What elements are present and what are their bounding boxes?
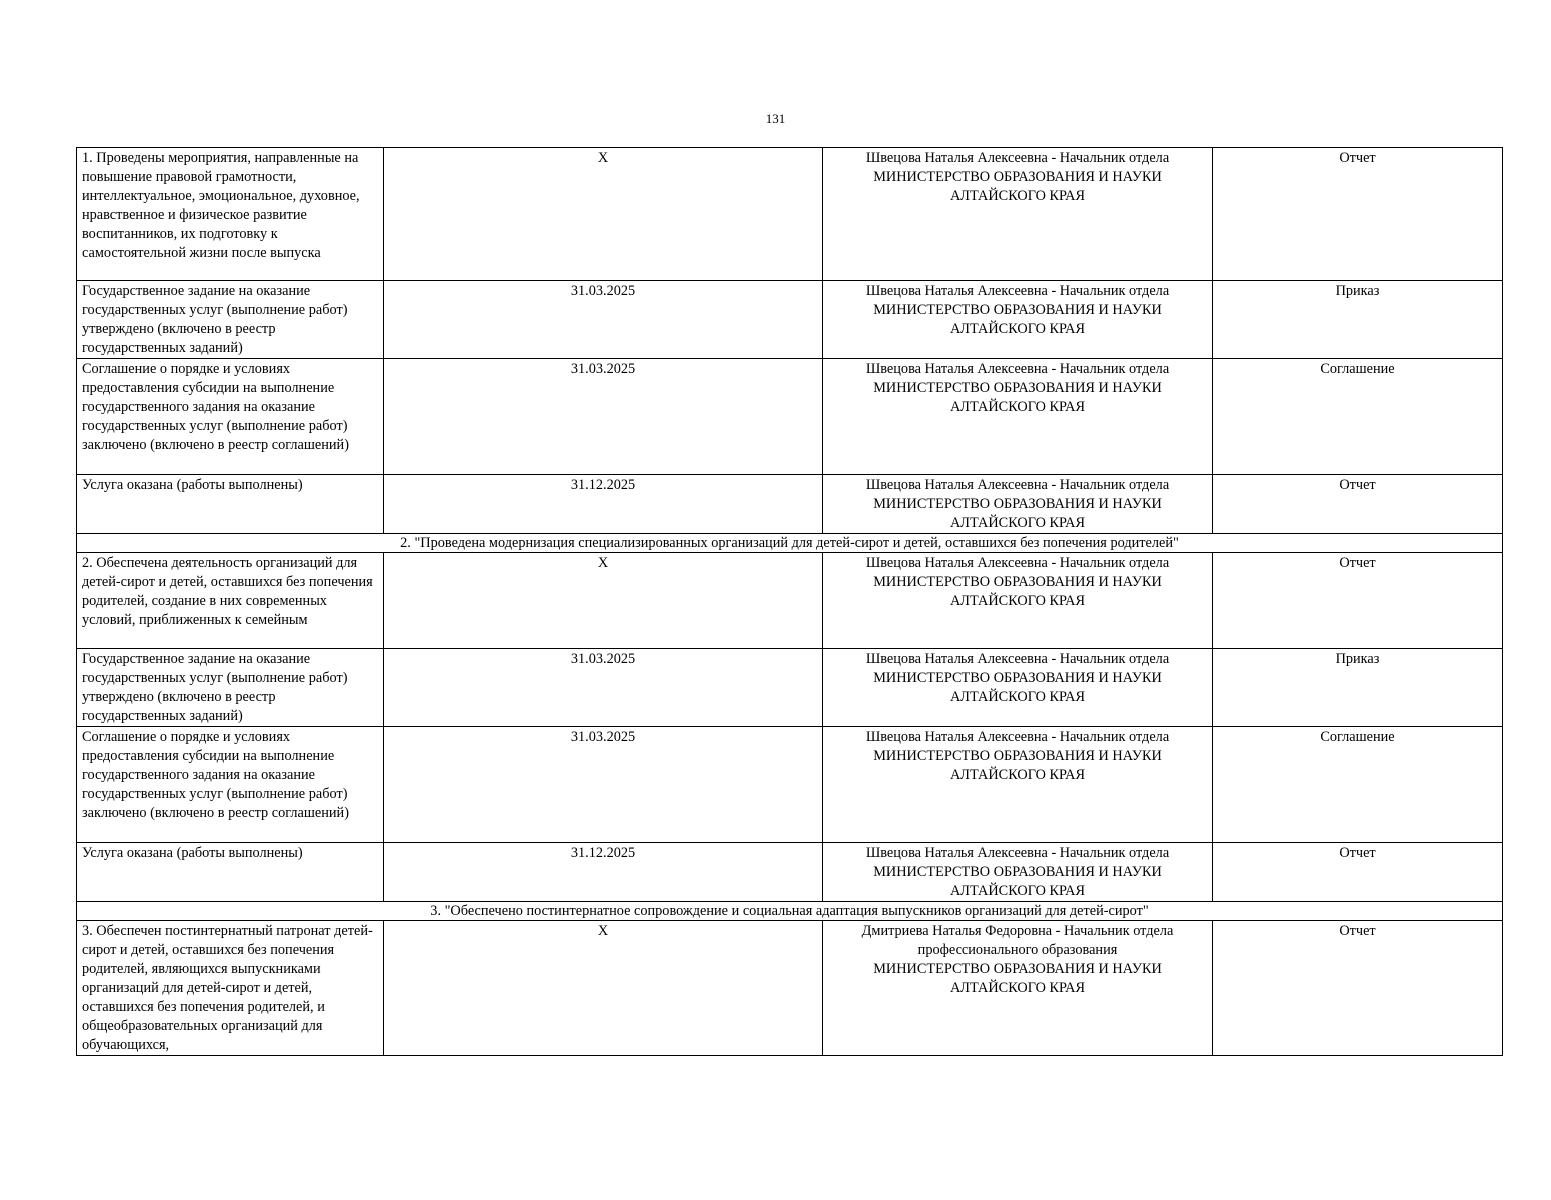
section-title: 2. "Проведена модернизация специализированных организаций для детей-сирот и детей, оставшихся без попечения родителей" — [77, 534, 1503, 553]
responsible-line: Швецова Наталья Алексеевна - Начальник отдела — [865, 283, 1170, 299]
table-row — [77, 727, 1503, 843]
responsible-line: АЛТАЙСКОГО КРАЯ — [949, 689, 1086, 705]
event-cell: Государственное задание на оказание государственных услуг (выполнение работ) утверждено (включено в реестр государственных заданий) — [77, 281, 384, 359]
table-row — [77, 148, 1503, 281]
document-cell: Отчет — [1213, 148, 1503, 281]
responsible-line: МИНИСТЕРСТВО ОБРАЗОВАНИЯ И НАУКИ — [873, 961, 1162, 977]
table-row — [77, 553, 1503, 649]
section-row — [77, 534, 1503, 553]
event-cell: Соглашение о порядке и условиях предоставления субсидии на выполнение государственного задания на оказание государственных услуг (выполнение работ) заключено (включено в реестр соглашений) — [77, 359, 384, 475]
event-cell: Государственное задание на оказание государственных услуг (выполнение работ) утверждено (включено в реестр государственных заданий) — [77, 649, 384, 727]
date-cell: X — [384, 553, 823, 649]
responsible-line: профессионального образования — [917, 942, 1118, 958]
date-cell: 31.03.2025 — [384, 281, 823, 359]
table-row — [77, 281, 1503, 359]
responsible-cell — [823, 359, 1213, 475]
responsible-line: Швецова Наталья Алексеевна - Начальник отдела — [865, 729, 1170, 745]
date-cell: 31.03.2025 — [384, 359, 823, 475]
responsible-line: АЛТАЙСКОГО КРАЯ — [949, 321, 1086, 337]
section-row — [77, 902, 1503, 921]
responsible-line: Швецова Наталья Алексеевна - Начальник отдела — [865, 651, 1170, 667]
event-cell: Услуга оказана (работы выполнены) — [77, 843, 384, 902]
document-cell: Отчет — [1213, 921, 1503, 1056]
responsible-line: Швецова Наталья Алексеевна - Начальник отдела — [865, 150, 1170, 166]
responsible-line: МИНИСТЕРСТВО ОБРАЗОВАНИЯ И НАУКИ — [873, 864, 1162, 880]
responsible-cell — [823, 475, 1213, 534]
plan-table-body — [77, 148, 1503, 1056]
responsible-cell — [823, 148, 1213, 281]
date-cell: 31.03.2025 — [384, 649, 823, 727]
responsible-line: АЛТАЙСКОГО КРАЯ — [949, 188, 1086, 204]
event-cell: Соглашение о порядке и условиях предоставления субсидии на выполнение государственного задания на оказание государственных услуг (выполнение работ) заключено (включено в реестр соглашений) — [77, 727, 384, 843]
page-number: 131 — [765, 111, 786, 126]
event-cell: 2. Обеспечена деятельность организаций для детей-сирот и детей, оставшихся без попечения родителей, создание в них современных условий, приближенных к семейным — [77, 553, 384, 649]
responsible-line: АЛТАЙСКОГО КРАЯ — [949, 883, 1086, 899]
responsible-line: МИНИСТЕРСТВО ОБРАЗОВАНИЯ И НАУКИ — [873, 748, 1162, 764]
responsible-cell — [823, 921, 1213, 1056]
responsible-line: АЛТАЙСКОГО КРАЯ — [949, 980, 1086, 996]
document-cell: Приказ — [1213, 649, 1503, 727]
responsible-line: МИНИСТЕРСТВО ОБРАЗОВАНИЯ И НАУКИ — [873, 574, 1162, 590]
responsible-line: МИНИСТЕРСТВО ОБРАЗОВАНИЯ И НАУКИ — [873, 380, 1162, 396]
event-cell: Услуга оказана (работы выполнены) — [77, 475, 384, 534]
responsible-line: Дмитриева Наталья Федоровна - Начальник отдела — [861, 923, 1174, 939]
table-row — [77, 843, 1503, 902]
date-cell: 31.03.2025 — [384, 727, 823, 843]
responsible-cell — [823, 281, 1213, 359]
document-cell: Приказ — [1213, 281, 1503, 359]
date-cell: 31.12.2025 — [384, 843, 823, 902]
responsible-line: АЛТАЙСКОГО КРАЯ — [949, 399, 1086, 415]
event-cell: 1. Проведены мероприятия, направленные на повышение правовой грамотности, интеллектуальное, эмоциональное, духовное, нравственное и физическое развитие воспитанников, их подготовку к самостоятельной жизни после выпуска — [77, 148, 384, 281]
document-cell: Отчет — [1213, 843, 1503, 902]
document-cell: Соглашение — [1213, 727, 1503, 843]
responsible-line: Швецова Наталья Алексеевна - Начальник отдела — [865, 845, 1170, 861]
date-cell: X — [384, 921, 823, 1056]
responsible-line: АЛТАЙСКОГО КРАЯ — [949, 767, 1086, 783]
table-row — [77, 359, 1503, 475]
table-row — [77, 475, 1503, 534]
plan-table — [76, 147, 1503, 1056]
responsible-cell — [823, 649, 1213, 727]
responsible-line: Швецова Наталья Алексеевна - Начальник отдела — [865, 361, 1170, 377]
responsible-line: МИНИСТЕРСТВО ОБРАЗОВАНИЯ И НАУКИ — [873, 670, 1162, 686]
responsible-cell — [823, 843, 1213, 902]
section-title: 3. "Обеспечено постинтернатное сопровождение и социальная адаптация выпускников организаций для детей-сирот" — [77, 902, 1503, 921]
responsible-line: АЛТАЙСКОГО КРАЯ — [949, 515, 1086, 531]
responsible-cell — [823, 553, 1213, 649]
table-row — [77, 921, 1503, 1056]
document-cell: Отчет — [1213, 553, 1503, 649]
event-cell: 3. Обеспечен постинтернатный патронат детей-сирот и детей, оставшихся без попечения родителей, являющихся выпускниками организаций для детей-сирот и детей, оставшихся без попечения родителей, и общеобразовательных организаций для обучающихся, — [77, 921, 384, 1056]
responsible-line: МИНИСТЕРСТВО ОБРАЗОВАНИЯ И НАУКИ — [873, 496, 1162, 512]
responsible-line: Швецова Наталья Алексеевна - Начальник отдела — [865, 555, 1170, 571]
document-cell: Соглашение — [1213, 359, 1503, 475]
responsible-line: АЛТАЙСКОГО КРАЯ — [949, 593, 1086, 609]
document-cell: Отчет — [1213, 475, 1503, 534]
responsible-cell — [823, 727, 1213, 843]
date-cell: 31.12.2025 — [384, 475, 823, 534]
responsible-line: Швецова Наталья Алексеевна - Начальник отдела — [865, 477, 1170, 493]
responsible-line: МИНИСТЕРСТВО ОБРАЗОВАНИЯ И НАУКИ — [873, 169, 1162, 185]
date-cell: X — [384, 148, 823, 281]
responsible-line: МИНИСТЕРСТВО ОБРАЗОВАНИЯ И НАУКИ — [873, 302, 1162, 318]
table-row — [77, 649, 1503, 727]
